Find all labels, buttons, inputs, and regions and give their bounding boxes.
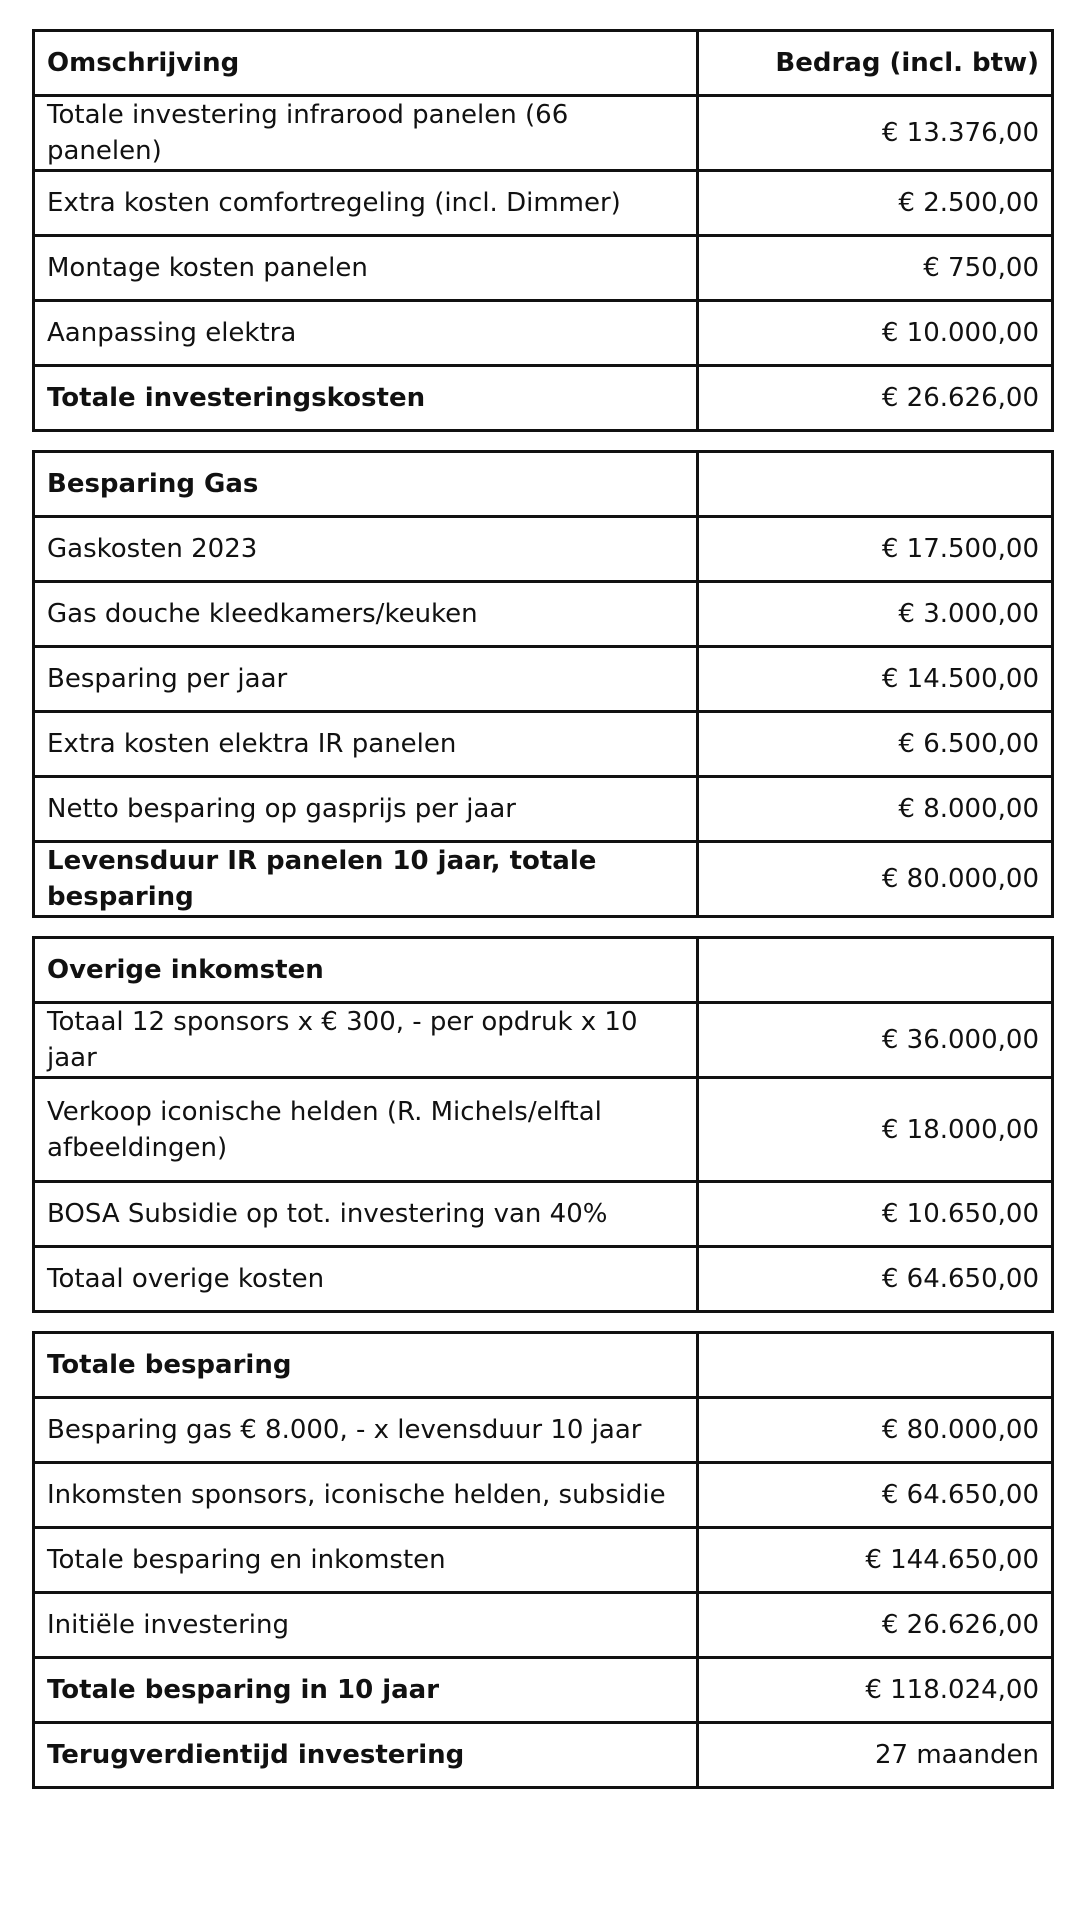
row-label: Aanpassing elektra <box>34 301 698 366</box>
row-label: Besparing gas € 8.000, - x levensduur 10 jaar <box>34 1398 698 1463</box>
table-header-row <box>34 31 1053 96</box>
row-amount: € 13.376,00 <box>698 96 1053 171</box>
row-amount: € 64.650,00 <box>698 1247 1053 1312</box>
column-header-description: Omschrijving <box>34 31 698 96</box>
row-label: Netto besparing op gasprijs per jaar <box>34 777 698 842</box>
row-label: Gaskosten 2023 <box>34 517 698 582</box>
row-label: Verkoop iconische helden (R. Michels/elftal afbeeldingen) <box>34 1078 698 1182</box>
row-amount: € 36.000,00 <box>698 1003 1053 1078</box>
row-label: Inkomsten sponsors, iconische helden, subsidie <box>34 1463 698 1528</box>
row-label: Initiële investering <box>34 1593 698 1658</box>
table-row <box>34 1003 1053 1078</box>
other-income-table <box>32 936 1054 1313</box>
row-label: Extra kosten comfortregeling (incl. Dimmer) <box>34 171 698 236</box>
row-amount: € 17.500,00 <box>698 517 1053 582</box>
table-row <box>34 1182 1053 1247</box>
table-row <box>34 517 1053 582</box>
table-row <box>34 236 1053 301</box>
section-header-row <box>34 1333 1053 1398</box>
table-row <box>34 777 1053 842</box>
row-label: Montage kosten panelen <box>34 236 698 301</box>
row-label: Totale besparing en inkomsten <box>34 1528 698 1593</box>
row-amount: € 10.650,00 <box>698 1182 1053 1247</box>
row-amount: € 750,00 <box>698 236 1053 301</box>
row-amount: € 64.650,00 <box>698 1463 1053 1528</box>
row-label: Totaal 12 sponsors x € 300, - per opdruk x 10 jaar <box>34 1003 698 1078</box>
section-header-amount <box>698 938 1053 1003</box>
section-header-row <box>34 452 1053 517</box>
row-label: Besparing per jaar <box>34 647 698 712</box>
row-label: Totale investering infrarood panelen (66 panelen) <box>34 96 698 171</box>
row-amount: € 80.000,00 <box>698 1398 1053 1463</box>
section-title: Overige inkomsten <box>34 938 698 1003</box>
section-title: Totale besparing <box>34 1333 698 1398</box>
table-row <box>34 301 1053 366</box>
total-label: Totale besparing in 10 jaar <box>34 1658 698 1723</box>
cost-overview-document <box>32 29 1054 1807</box>
table-row <box>34 1398 1053 1463</box>
row-amount: € 8.000,00 <box>698 777 1053 842</box>
total-row <box>34 1723 1053 1788</box>
row-amount: € 18.000,00 <box>698 1078 1053 1182</box>
row-amount: € 144.650,00 <box>698 1528 1053 1593</box>
table-row <box>34 712 1053 777</box>
total-row <box>34 366 1053 431</box>
table-row <box>34 1078 1053 1182</box>
total-label: Levensduur IR panelen 10 jaar, totale besparing <box>34 842 698 917</box>
gas-savings-table <box>32 450 1054 918</box>
total-amount: € 118.024,00 <box>698 1658 1053 1723</box>
row-label: Extra kosten elektra IR panelen <box>34 712 698 777</box>
row-label: Totaal overige kosten <box>34 1247 698 1312</box>
column-header-amount: Bedrag (incl. btw) <box>698 31 1053 96</box>
row-amount: € 3.000,00 <box>698 582 1053 647</box>
table-row <box>34 1593 1053 1658</box>
total-row <box>34 842 1053 917</box>
table-row <box>34 582 1053 647</box>
row-amount: € 26.626,00 <box>698 1593 1053 1658</box>
total-row <box>34 1658 1053 1723</box>
row-label: Gas douche kleedkamers/keuken <box>34 582 698 647</box>
row-amount: € 14.500,00 <box>698 647 1053 712</box>
table-row <box>34 96 1053 171</box>
table-row <box>34 171 1053 236</box>
table-row <box>34 647 1053 712</box>
row-amount: € 2.500,00 <box>698 171 1053 236</box>
total-amount: € 80.000,00 <box>698 842 1053 917</box>
section-header-row <box>34 938 1053 1003</box>
section-header-amount <box>698 452 1053 517</box>
row-amount: € 6.500,00 <box>698 712 1053 777</box>
table-row <box>34 1528 1053 1593</box>
table-row <box>34 1247 1053 1312</box>
row-label: BOSA Subsidie op tot. investering van 40% <box>34 1182 698 1247</box>
investment-table <box>32 29 1054 432</box>
row-amount: € 10.000,00 <box>698 301 1053 366</box>
total-label: Terugverdientijd investering <box>34 1723 698 1788</box>
total-amount: 27 maanden <box>698 1723 1053 1788</box>
section-header-amount <box>698 1333 1053 1398</box>
section-title: Besparing Gas <box>34 452 698 517</box>
total-amount: € 26.626,00 <box>698 366 1053 431</box>
total-label: Totale investeringskosten <box>34 366 698 431</box>
total-savings-table <box>32 1331 1054 1789</box>
table-row <box>34 1463 1053 1528</box>
